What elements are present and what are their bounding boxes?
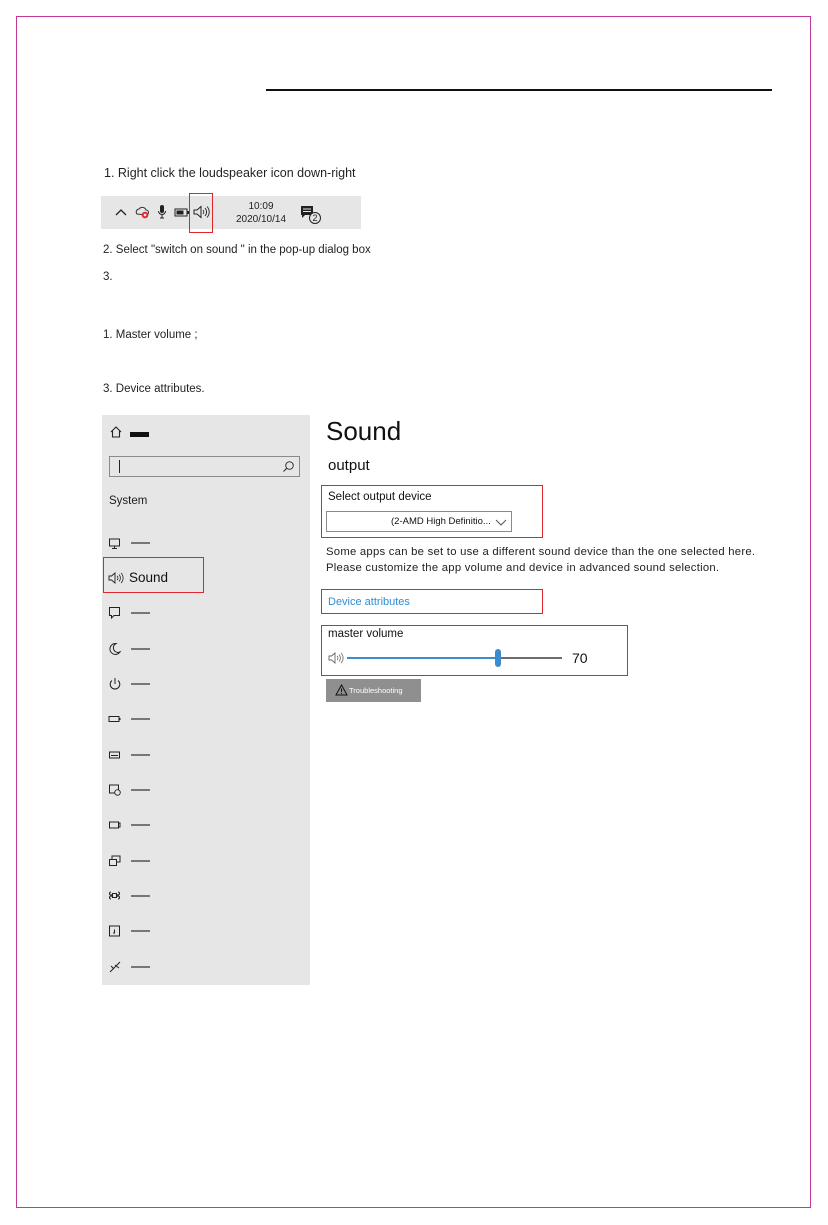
battery-icon[interactable]: [174, 208, 190, 217]
onedrive-error-icon[interactable]: [134, 205, 150, 219]
home-label-bar[interactable]: [130, 432, 149, 437]
description-line-1: Some apps can be set to use a different sound device than the one selected here.: [326, 546, 756, 558]
settings-sidebar: [102, 415, 310, 985]
description-line-2: Please customize the app volume and device in advanced sound selection.: [326, 562, 720, 574]
monitor-icon: [108, 536, 122, 550]
sidebar-section-system: System: [109, 495, 148, 507]
volume-slider-thumb[interactable]: [495, 649, 501, 667]
battery-icon: [108, 712, 122, 726]
clock-date: 2020/10/14: [235, 214, 287, 225]
notification-badge: 2: [312, 213, 318, 224]
output-device-value: (2-AMD High Definitio...: [391, 516, 491, 527]
sidebar-item-power[interactable]: [102, 672, 310, 696]
clipboard-icon: [108, 924, 122, 938]
sidebar-item-projecting[interactable]: [102, 849, 310, 873]
sidebar-item-placeholder: [131, 683, 150, 685]
master-volume-label: master volume: [328, 628, 404, 640]
step-3-text: 3.: [103, 271, 113, 283]
taskbar-clock[interactable]: [231, 200, 291, 226]
sidebar-item-tablet[interactable]: [102, 778, 310, 802]
action-center-icon[interactable]: [300, 205, 324, 225]
sidebar-item-placeholder: [131, 930, 150, 932]
sidebar-item-notifications[interactable]: [102, 601, 310, 625]
taskbar: [101, 196, 361, 229]
sidebar-item-multitasking[interactable]: [102, 813, 310, 837]
sidebar-item-remote-desktop[interactable]: [102, 955, 310, 979]
sidebar-item-clipboard[interactable]: [102, 919, 310, 943]
sidebar-item-placeholder: [131, 648, 150, 650]
sidebar-item-placeholder: [131, 612, 150, 614]
volume-slider-fill: [347, 657, 498, 659]
search-icon[interactable]: [282, 460, 295, 473]
chevron-down-icon: [495, 517, 507, 527]
output-device-select[interactable]: [326, 511, 512, 532]
sidebar-item-placeholder: [131, 754, 150, 756]
volume-value: 70: [572, 650, 588, 666]
speaker-icon[interactable]: [328, 651, 344, 665]
power-icon: [108, 677, 122, 691]
device-attributes-link[interactable]: Device attributes: [328, 596, 410, 608]
sidebar-item-placeholder: [131, 824, 150, 826]
warning-icon: [335, 684, 348, 696]
troubleshoot-label: Troubleshooting: [349, 686, 403, 695]
search-input[interactable]: [109, 456, 300, 477]
home-icon[interactable]: [109, 425, 123, 439]
sidebar-item-battery[interactable]: [102, 707, 310, 731]
sidebar-item-placeholder: [131, 542, 150, 544]
sidebar-item-placeholder: [131, 860, 150, 862]
page-title: Sound: [326, 416, 402, 446]
step-2-text: 2. Select "switch on sound " in the pop-up dialog box: [103, 244, 371, 256]
sidebar-item-placeholder: [131, 789, 150, 791]
storage-icon: [108, 748, 122, 762]
sidebar-item-focus-assist[interactable]: [102, 637, 310, 661]
title-rule: [266, 89, 772, 91]
remote-desktop-icon: [108, 960, 122, 974]
text-caret: [119, 460, 120, 473]
note-1-text: 1. Master volume ;: [103, 329, 198, 341]
speaker-highlight-box: [189, 193, 213, 233]
sound-highlight-box: [103, 557, 204, 593]
multitasking-icon: [108, 818, 122, 832]
moon-icon: [108, 642, 122, 656]
sidebar-item-shared-experiences[interactable]: [102, 884, 310, 908]
tablet-icon: [108, 783, 122, 797]
sidebar-item-storage[interactable]: [102, 743, 310, 767]
projecting-icon: [108, 854, 122, 868]
sidebar-item-display[interactable]: [102, 531, 310, 555]
chevron-up-icon[interactable]: [115, 208, 127, 216]
volume-slider[interactable]: [347, 657, 562, 659]
sidebar-item-placeholder: [131, 718, 150, 720]
clock-time: 10:09: [248, 201, 274, 212]
microphone-icon[interactable]: [157, 204, 167, 220]
notification-icon: [108, 606, 122, 620]
shared-experiences-icon: [108, 889, 122, 903]
troubleshoot-button[interactable]: [326, 679, 421, 702]
sidebar-item-placeholder: [131, 895, 150, 897]
note-3-text: 3. Device attributes.: [103, 383, 205, 395]
sidebar-item-placeholder: [131, 966, 150, 968]
output-heading: output: [328, 457, 370, 474]
sidebar-item-label: Sound: [129, 570, 169, 585]
step-1-text: 1. Right click the loudspeaker icon down-right: [104, 166, 356, 180]
output-device-label: Select output device: [328, 491, 432, 503]
